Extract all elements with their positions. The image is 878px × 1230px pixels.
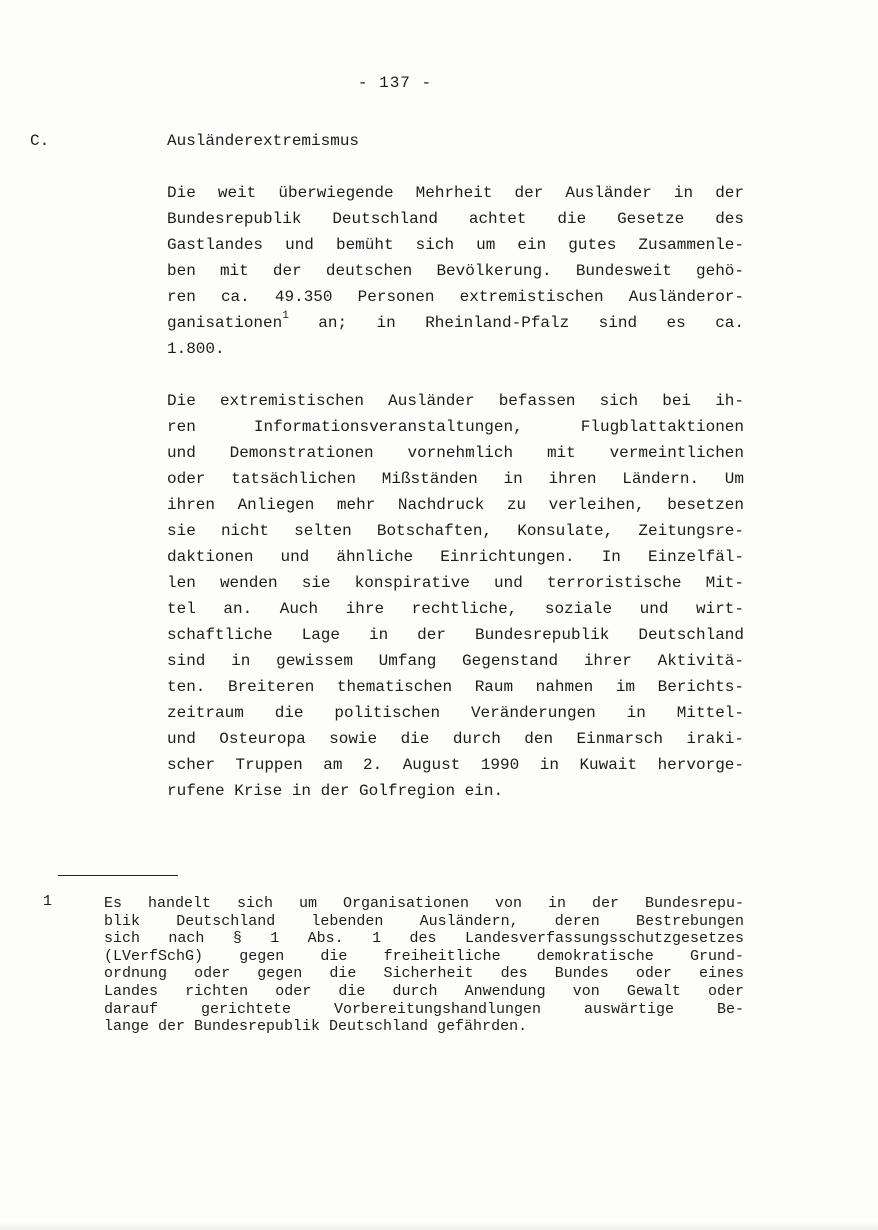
- footnote-separator: [58, 875, 178, 876]
- paragraph-line: zeitraum die politischen Veränderungen in Mittel-: [167, 704, 744, 722]
- paragraph-line: und Osteuropa sowie die durch den Einmarsch iraki-: [167, 730, 744, 748]
- paragraph-line: sind in gewissem Umfang Gegenstand ihrer Aktivitä-: [167, 652, 744, 670]
- paragraph-line: schaftliche Lage in der Bundesrepublik Deutschland: [167, 626, 744, 644]
- paragraph-line: sie nicht selten Botschaften, Konsulate, Zeitungsre-: [167, 522, 744, 540]
- footnote-line: Es handelt sich um Organisationen von in der Bundesrepu-: [104, 895, 744, 912]
- paragraph-line: tel an. Auch ihre rechtliche, soziale und wirt-: [167, 600, 744, 618]
- paragraph-line: ren Informationsveranstaltungen, Flugblattaktionen: [167, 418, 744, 436]
- footnote-text: [104, 895, 744, 1036]
- page-number: - 137 -: [357, 74, 433, 92]
- footnote-line: ordnung oder gegen die Sicherheit des Bundes oder eines: [104, 965, 744, 983]
- footnote-mark: 1: [43, 893, 53, 910]
- paragraph-line: Bundesrepublik Deutschland achtet die Gesetze des: [167, 210, 744, 228]
- paragraph-line: ben mit der deutschen Bevölkerung. Bundesweit gehö-: [167, 262, 744, 280]
- paragraph-line: Gastlandes und bemüht sich um ein gutes Zusammenle-: [167, 236, 744, 254]
- paragraph-line: Die extremistischen Ausländer befassen sich bei ih-: [167, 392, 744, 410]
- footnote-line: sich nach § 1 Abs. 1 des Landesverfassungsschutzgesetzes: [104, 930, 744, 948]
- paragraph-text-fragment: an; in Rheinland-Pfalz sind es ca.: [318, 314, 744, 332]
- paragraph-line: 1.800.: [167, 340, 225, 358]
- section-title: Ausländerextremismus: [167, 132, 360, 150]
- footnote-line: blik Deutschland lebenden Ausländern, deren Bestrebungen: [104, 912, 744, 930]
- paragraph-line: scher Truppen am 2. August 1990 in Kuwait hervorge-: [167, 756, 744, 774]
- paragraph-text-fragment: ganisationen: [167, 314, 283, 332]
- paragraph-line: oder tatsächlichen Mißständen in ihren Ländern. Um: [167, 470, 744, 488]
- paragraph-line: len wenden sie konspirative und terroristische Mit-: [167, 574, 744, 592]
- paragraph-line: ihren Anliegen mehr Nachdruck zu verleihen, besetzen: [167, 496, 744, 514]
- paragraph-activities: [167, 388, 744, 804]
- footnote-line: Landes richten oder die durch Anwendung von Gewalt oder: [104, 982, 744, 1000]
- paragraph-line: ten. Breiteren thematischen Raum nahmen im Berichts-: [167, 678, 744, 696]
- paragraph-line: und Demonstrationen vornehmlich mit vermeintlichen: [167, 444, 744, 462]
- section-letter: C.: [30, 132, 50, 150]
- paragraph-intro: [167, 180, 744, 362]
- paragraph-line: rufene Krise in der Golfregion ein.: [167, 782, 504, 800]
- paragraph-line-with-footnote: [167, 310, 744, 336]
- paragraph-line: daktionen und ähnliche Einrichtungen. In Einzelfäl-: [167, 548, 744, 566]
- paragraph-line: Die weit überwiegende Mehrheit der Ausländer in der: [167, 184, 744, 202]
- footnote-line: (LVerfSchG) gegen die freiheitliche demokratische Grund-: [104, 947, 744, 965]
- footnote-line: darauf gerichtete Vorbereitungshandlungen auswärtige Be-: [104, 1000, 744, 1018]
- scan-edge-shadow: [0, 1222, 878, 1230]
- footnote-line: lange der Bundesrepublik Deutschland gefährden.: [104, 1018, 528, 1036]
- footnote-reference: 1: [282, 310, 289, 322]
- paragraph-line: ren ca. 49.350 Personen extremistischen Ausländeror-: [167, 288, 744, 306]
